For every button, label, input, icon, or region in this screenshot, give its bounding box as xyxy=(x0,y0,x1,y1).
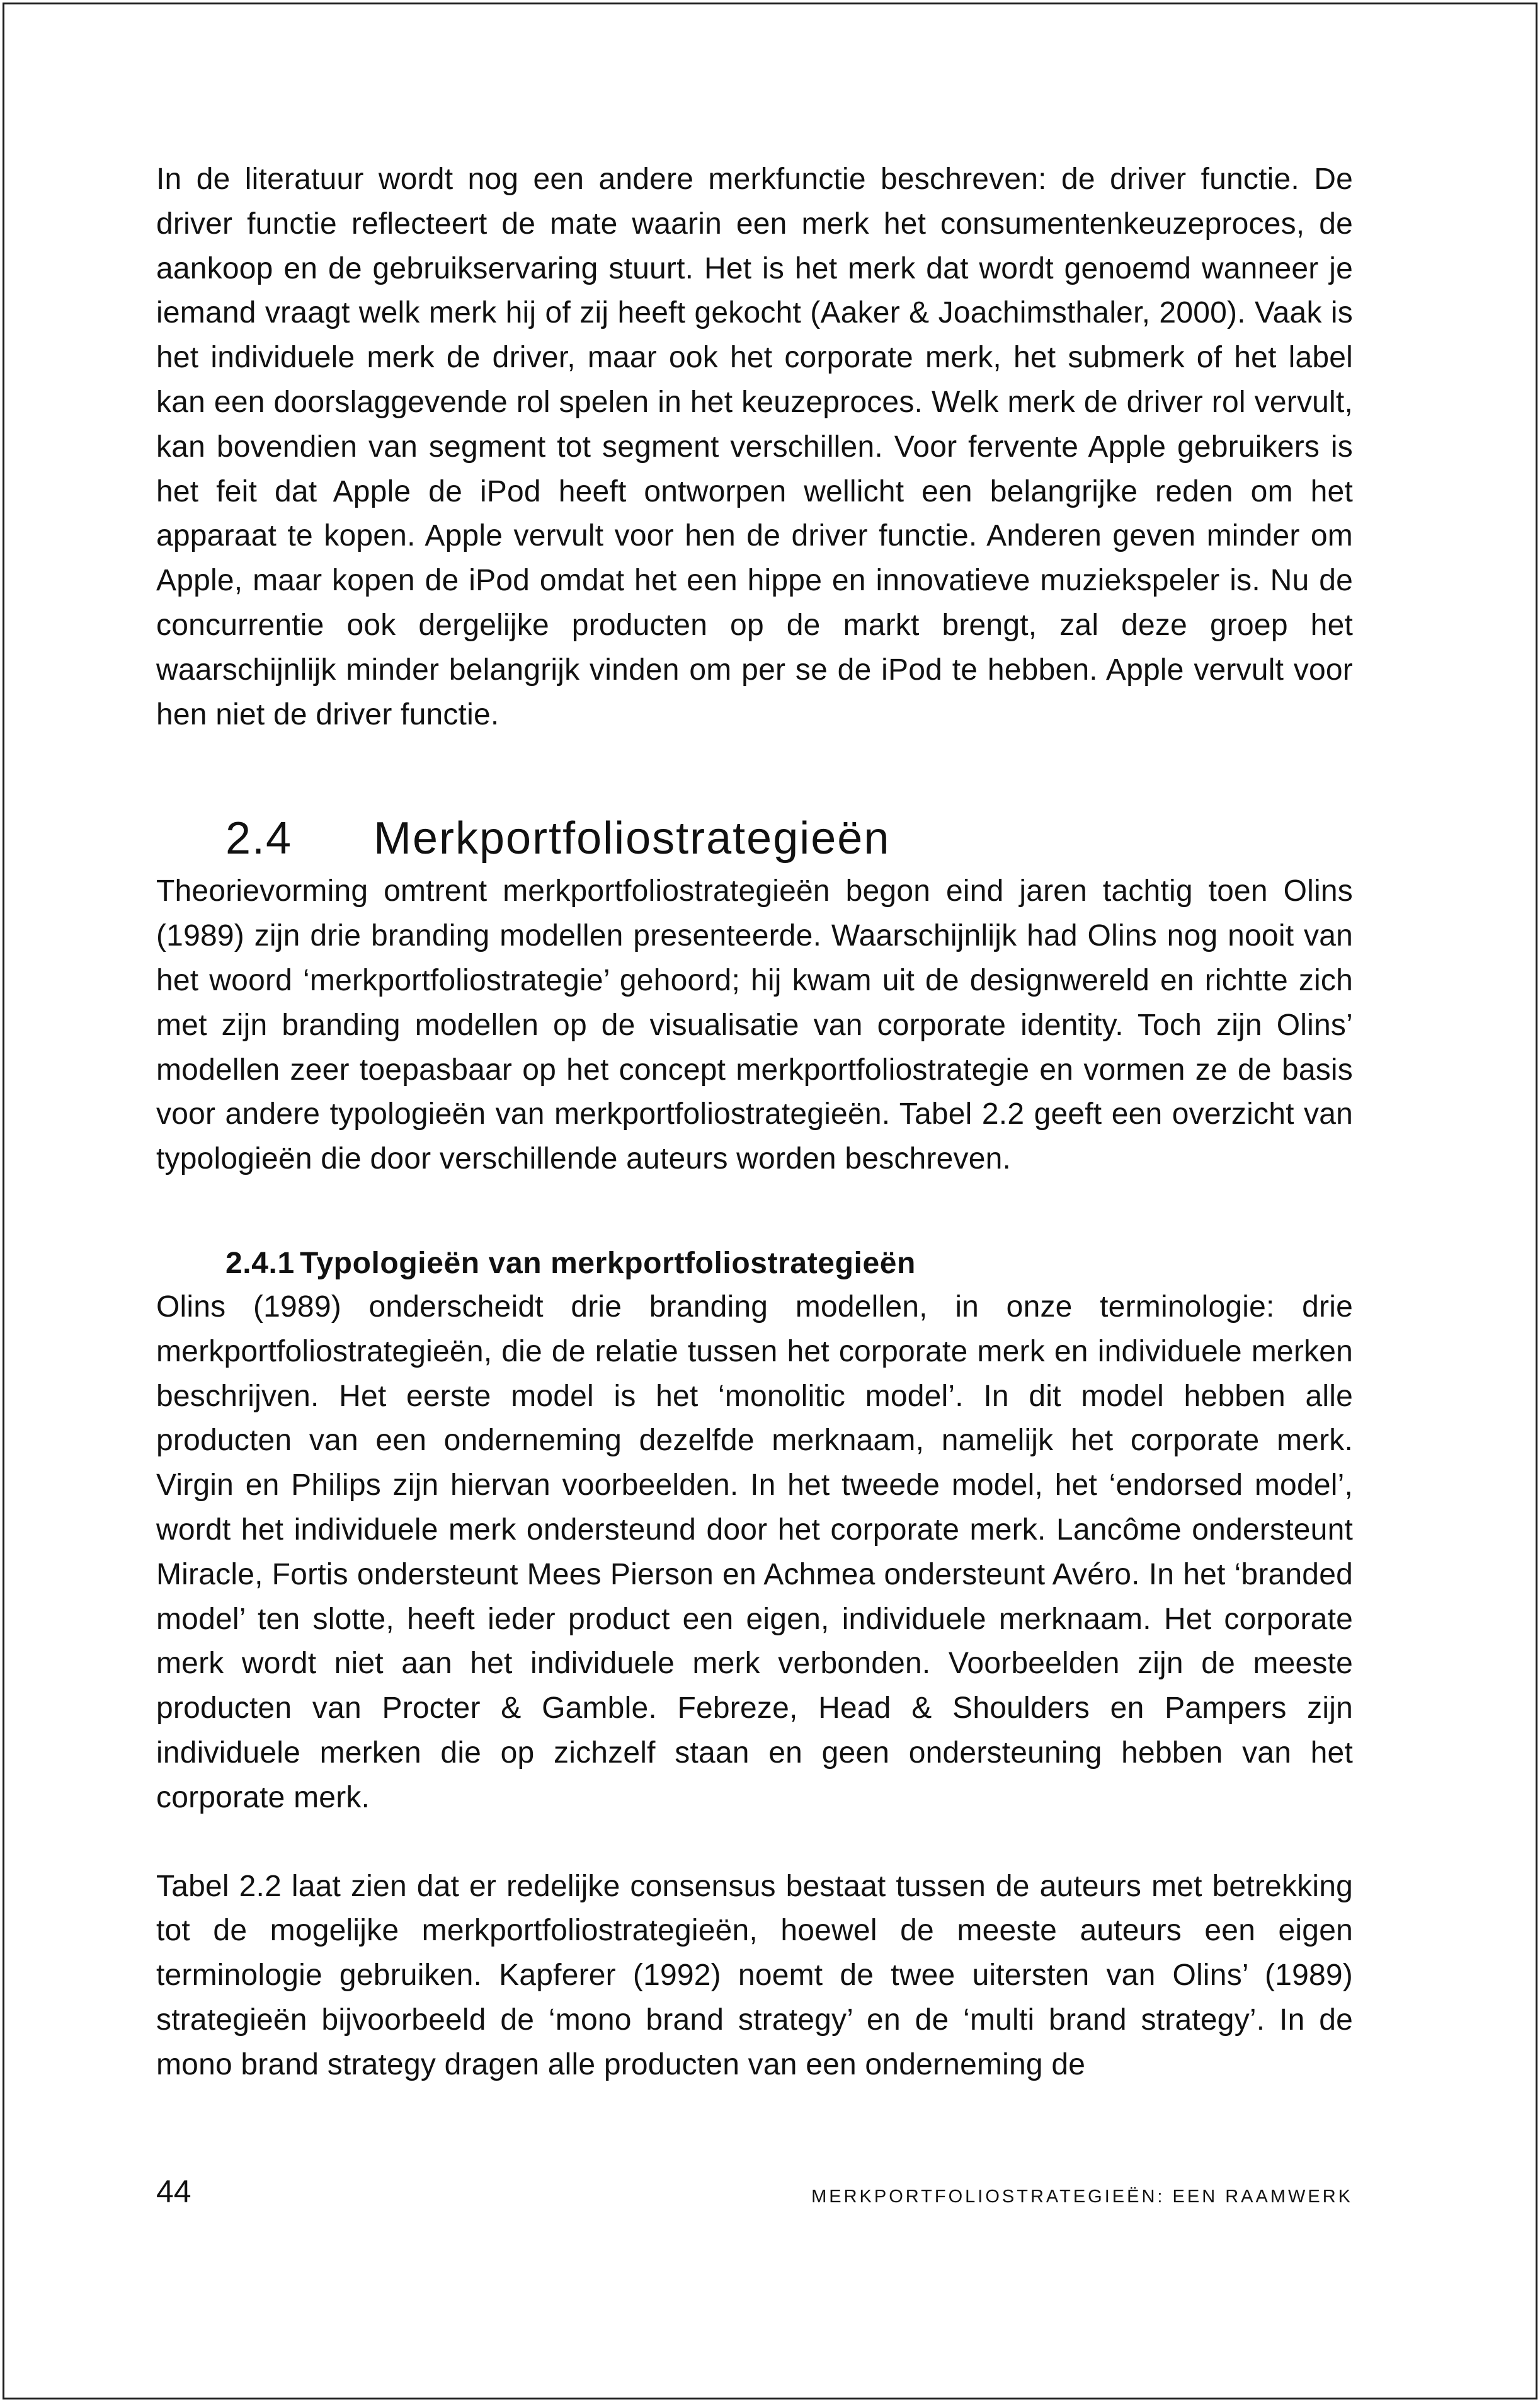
subsection-heading xyxy=(156,1242,1353,1285)
section-heading xyxy=(156,808,1353,869)
paragraph-theorievorming: Theorievorming omtrent merkportfoliostrategieën begon eind jaren tachtig toen Olins (1989) zijn drie branding modellen presenteerde. Waarschijnlijk had Olins nog nooit van het woord ‘merkportfoliostrategie’ gehoord; hij kwam uit de designwereld en richtte zich met zijn branding modellen op de visualisatie van corporate identity. Toch zijn Olins’ modellen zeer toepasbaar op het concept merkportfoliostrategie en vormen ze de basis voor andere typologieën van merkportfoliostrategieën. Tabel 2.2 geeft een overzicht van typologieën die door verschillende auteurs worden beschreven. xyxy=(156,874,1353,1176)
page-footer xyxy=(156,2173,1353,2210)
subsection-number: 2.4.1 xyxy=(225,1246,295,1280)
page-body xyxy=(156,157,1353,2087)
section-title: Merkportfoliostrategieën xyxy=(374,813,891,864)
paragraph-tabel-consensus: Tabel 2.2 laat zien dat er redelijke consensus bestaat tussen de auteurs met betrekking tot de mogelijke merkportfoliostrategieën, hoewel de meeste auteurs een eigen terminologie gebruiken. Kapferer (1992) noemt de twee uitersten van Olins’ (1989) strategieën bijvoorbeeld de ‘mono brand strategy’ en de ‘multi brand strategy’. In de mono brand strategy dragen alle producten van een onderneming de xyxy=(156,1869,1353,2081)
page-number: 44 xyxy=(156,2174,191,2209)
paragraph-olins-modellen: Olins (1989) onderscheidt drie branding modellen, in onze terminologie: drie merkportfoliostrategieën, die de relatie tussen het corporate merk en individuele merken beschrijven. Het eerste model is het ‘monolitic model’. In dit model hebben alle producten van een onderneming dezelfde merknaam, namelijk het corporate merk. Virgin en Philips zijn hiervan voorbeelden. In het tweede model, het ‘endorsed model’, wordt het individuele merk ondersteund door het corporate merk. Lancôme ondersteunt Miracle, Fortis ondersteunt Mees Pierson en Achmea ondersteunt Avéro. In het ‘branded model’ ten slotte, heeft ieder product een eigen, individuele merknaam. Het corporate merk wordt niet aan het individuele merk verbonden. Voorbeelden zijn de meeste producten van Procter & Gamble. Febreze, Head & Shoulders en Pampers zijn individuele merken die op zichzelf staan en geen ondersteuning hebben van het corporate merk. xyxy=(156,1290,1353,1814)
paragraph-driver-functie: In de literatuur wordt nog een andere merkfunctie beschreven: de driver functie. De driver functie reflecteert de mate waarin een merk het consumentenkeuzeproces, de aankoop en de gebruikservaring stuurt. Het is het merk dat wordt genoemd wanneer je iemand vraagt welk merk hij of zij heeft gekocht (Aaker & Joachimsthaler, 2000). Vaak is het individuele merk de driver, maar ook het corporate merk, het submerk of het label kan een doorslaggevende rol spelen in het keuzeproces. Welk merk de driver rol vervult, kan bovendien van segment tot segment verschillen. Voor fervente Apple gebruikers is het feit dat Apple de iPod heeft ontworpen wellicht een belangrijke reden om het apparaat te kopen. Apple vervult voor hen de driver functie. Anderen geven minder om Apple, maar kopen de iPod omdat het een hippe en innovatieve muziekspeler is. Nu de concurrentie ook dergelijke producten op de markt brengt, zal deze groep het waarschijnlijk minder belangrijk vinden om per se de iPod te hebben. Apple vervult voor hen niet de driver functie. xyxy=(156,163,1353,731)
section-number: 2.4 xyxy=(225,813,293,864)
subsection-title: Typologieën van merkportfoliostrategieën xyxy=(300,1246,916,1280)
running-title: MERKPORTFOLIOSTRATEGIEËN: EEN RAAMWERK xyxy=(811,2187,1353,2207)
